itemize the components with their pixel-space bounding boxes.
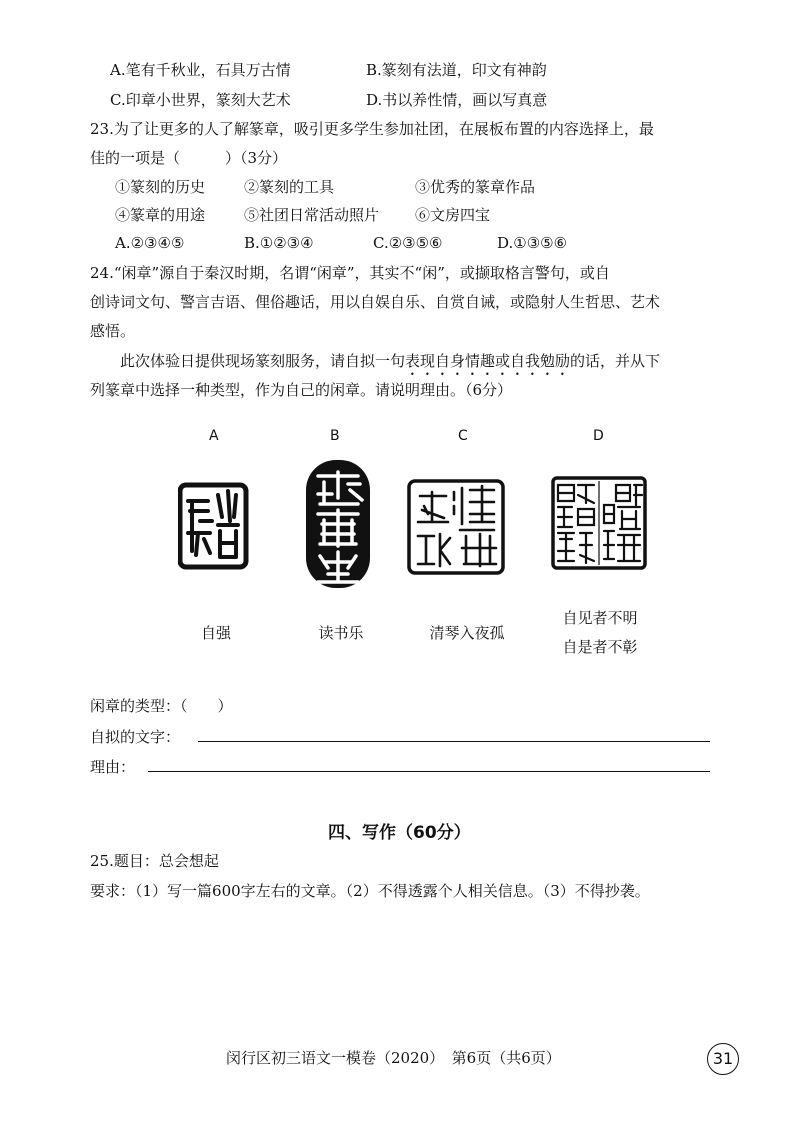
q24-para2-line2: 列篆章中选择一种类型，作为自己的闲章。请说明理由。（6分） <box>90 381 513 399</box>
answer-text-line[interactable] <box>198 741 710 742</box>
q23-stem-line1: 23.为了让更多的人了解篆章，吸引更多学生参加社团，在展板布置的内容选择上，最 <box>90 120 654 138</box>
q24-para1-line1: 24.“闲章”源自于秦汉时期，名谓“闲章”，其实不“闲”，或撷取格言警句，或自 <box>90 264 610 282</box>
q24-para2-line1 <box>120 351 660 379</box>
page-number-badge: 31 <box>707 1043 739 1075</box>
q23-item-4: ④篆章的用途 <box>115 206 206 224</box>
seal-c-caption: 清琴入夜孤 <box>429 624 505 642</box>
q25-title: 25.题目：总会想起 <box>90 852 219 870</box>
seal-letter-d: D <box>593 428 604 444</box>
q23-choice-a: A.②③④⑤ <box>115 234 185 252</box>
seal-letter-c: C <box>458 428 468 444</box>
q23-item-3: ③优秀的篆章作品 <box>415 178 536 196</box>
seal-d-image <box>550 475 648 571</box>
answer-reason-line[interactable] <box>148 771 710 772</box>
q23-stem-line2: 佳的一项是（ ）（3分） <box>90 149 288 167</box>
seal-letter-a: A <box>209 428 219 444</box>
q23-item-6: ⑥文房四宝 <box>415 206 491 224</box>
q23-item-1: ①篆刻的历史 <box>115 178 206 196</box>
q23-item-2: ②篆刻的工具 <box>244 178 335 196</box>
q24-para1-line2: 创诗词文句、警言吉语、俚俗趣话，用以自娱自乐、自赏自诫，或隐射人生哲思、艺术 <box>90 293 661 311</box>
q22-option-d: D.书以养性情，画以写真意 <box>366 91 548 109</box>
q24-para2-line1-part-a: 此次体验日提供现场篆刻服务，请自拟一句 <box>120 352 406 370</box>
q22-option-c: C.印章小世界，篆刻大艺术 <box>110 91 291 109</box>
seal-a-image <box>178 481 250 571</box>
answer-reason-label: 理由： <box>90 758 136 776</box>
q25-requirements: 要求：（1）写一篇600字左右的文章。（2）不得透露个人相关信息。（3）不得抄袭。 <box>90 882 650 900</box>
q23-choice-c: C.②③⑤⑥ <box>373 234 443 252</box>
seal-d-caption-line2: 自是者不彰 <box>562 638 638 656</box>
answer-text-label: 自拟的文字： <box>90 728 181 746</box>
seal-c-image <box>406 478 506 576</box>
page-footer: 闵行区初三语文一模卷（2020） 第6页（共6页） <box>226 1049 561 1067</box>
q22-option-b: B.篆刻有法道，印文有神韵 <box>366 61 547 79</box>
seal-a-caption: 自强 <box>200 624 231 642</box>
q24-emphasis-text: 表现自身情趣或自我勉励 <box>405 352 571 370</box>
answer-seal-type: 闲章的类型：（ ） <box>90 697 233 715</box>
seal-b-image <box>304 458 372 590</box>
q23-choice-b: B.①②③④ <box>244 234 314 252</box>
section4-title: 四、写作（60分） <box>328 823 471 843</box>
q22-option-a: A.笔有千秋业，石具万古情 <box>110 61 291 79</box>
seal-b-caption: 读书乐 <box>318 624 364 642</box>
q23-choice-d: D.①③⑤⑥ <box>497 234 568 252</box>
q24-para2-line1-part-c: 的话，并从下 <box>570 352 661 370</box>
seal-letter-b: B <box>330 428 340 444</box>
q24-para1-line3: 感悟。 <box>90 322 136 340</box>
q23-item-5: ⑤社团日常活动照片 <box>244 206 380 224</box>
seal-d-caption-line1: 自见者不明 <box>562 609 638 627</box>
